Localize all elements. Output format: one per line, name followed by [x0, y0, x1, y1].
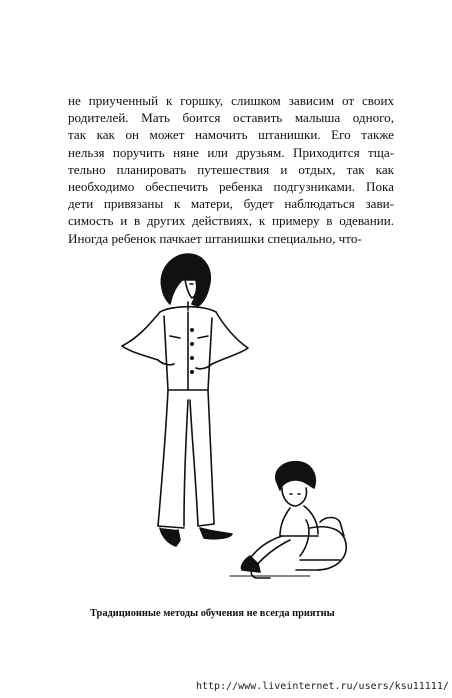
text-line: родителей. Мать боится оставить малыша одного,: [68, 110, 394, 126]
body-text: [68, 92, 394, 247]
watermark-url: http://www.liveinternet.ru/users/ksu11111/: [196, 681, 449, 692]
text-line: симость и в других действиях, к примеру в одевании.: [68, 213, 394, 229]
illustration-mother-and-child: [100, 240, 360, 590]
mother-figure: [122, 254, 248, 546]
text-line: так как он может намочить штанишки. Его также: [68, 127, 394, 143]
child-on-potty-figure: [241, 462, 346, 578]
text-line: нельзя поручить няне или друзьям. Приходится тща-: [68, 144, 394, 160]
text-line: Иногда ребенок пачкает штанишки специально, что-: [68, 230, 362, 246]
figure-caption: Традиционные методы обучения не всегда приятны: [90, 608, 335, 619]
text-line: тельно планировать путешествия и отдых, так как: [68, 161, 394, 177]
text-line: не приученный к горшку, слишком зависим от своих: [68, 93, 394, 108]
text-line: дети привязаны к матери, будет наблюдаться зави-: [68, 196, 394, 212]
text-line: необходимо обеспечить ребенка подгузниками. Пока: [68, 178, 394, 194]
